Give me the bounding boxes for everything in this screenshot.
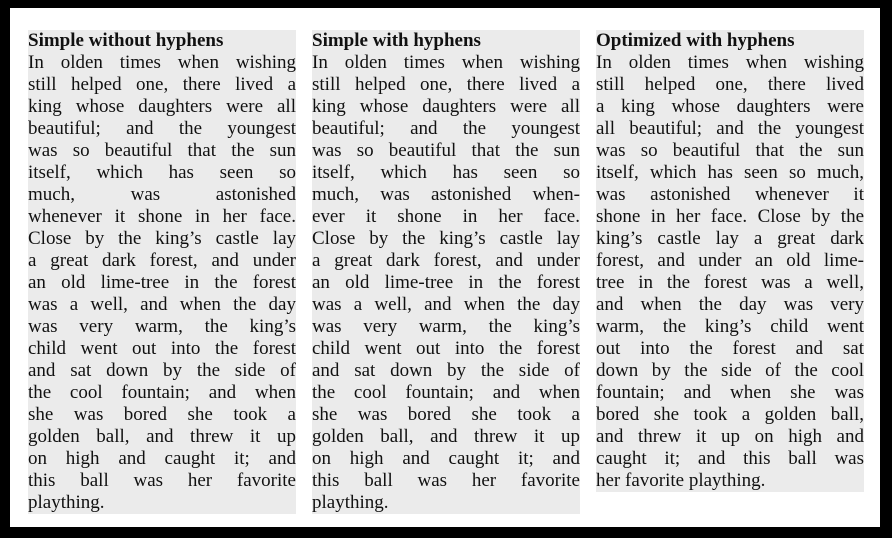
text-line: on high and caught it; and <box>312 448 580 469</box>
text-line: was so beautiful that the sun <box>28 140 296 161</box>
text-line: her favorite plaything. <box>596 470 766 491</box>
text-line: the cool fountain; and when <box>28 382 296 403</box>
text-line: all beautiful; and the youngest <box>596 118 864 139</box>
text-line: a great dark forest, and under <box>28 250 296 271</box>
text-line: was a well, and when the day <box>28 294 296 315</box>
text-line: king’s castle lay a great dark <box>596 228 864 249</box>
text-line: itself, which has seen so <box>312 162 580 183</box>
text-line: this ball was her favorite <box>312 470 580 491</box>
text-line: shone in her face. Close by the <box>596 206 864 227</box>
text-line: whenever it shone in her face. <box>28 206 296 227</box>
text-line: much, was astonished when- <box>312 184 580 205</box>
column-heading: Simple with hyphens <box>312 30 481 51</box>
text-line: caught it; and this ball was <box>596 448 864 469</box>
text-line: ever it shone in her face. <box>312 206 580 227</box>
text-line: fountain; and when she was <box>596 382 864 403</box>
text-line: on high and caught it; and <box>28 448 296 469</box>
text-line: and sat down by the side of <box>312 360 580 381</box>
column-paragraph <box>28 52 296 514</box>
text-line: In olden times when wishing <box>596 52 864 73</box>
text-line: was a well, and when the day <box>312 294 580 315</box>
text-line: In olden times when wishing <box>28 52 296 73</box>
columns-row <box>28 30 864 514</box>
text-line: was so beautiful that the sun <box>312 140 580 161</box>
text-line: beautiful; and the youngest <box>312 118 580 139</box>
text-line: forest, and under an old lime- <box>596 250 864 271</box>
text-line: a king whose daughters were <box>596 96 864 117</box>
text-line: golden ball, and threw it up <box>28 426 296 447</box>
text-line: much, was astonished <box>28 184 296 205</box>
text-line: down by the side of the cool <box>596 360 864 381</box>
column-simple-with-hyphens <box>312 30 580 514</box>
text-line: warm, the king’s child went <box>596 316 864 337</box>
text-line: child went out into the forest <box>28 338 296 359</box>
text-line: In olden times when wishing <box>312 52 580 73</box>
text-line: she was bored she took a <box>28 404 296 425</box>
text-line: was so beautiful that the sun <box>596 140 864 161</box>
text-line: she was bored she took a <box>312 404 580 425</box>
text-line: was astonished whenever it <box>596 184 864 205</box>
text-line: Close by the king’s castle lay <box>312 228 580 249</box>
text-line: Close by the king’s castle lay <box>28 228 296 249</box>
text-line: plaything. <box>28 492 105 513</box>
text-line: itself, which has seen so <box>28 162 296 183</box>
text-line: an old lime-tree in the forest <box>28 272 296 293</box>
text-line: still helped one, there lived a <box>28 74 296 95</box>
column-heading: Simple without hyphens <box>28 30 224 51</box>
text-line: still helped one, there lived <box>596 74 864 95</box>
text-line: a great dark forest, and under <box>312 250 580 271</box>
text-line: was very warm, the king’s <box>312 316 580 337</box>
column-paragraph <box>596 52 864 492</box>
text-line: this ball was her favorite <box>28 470 296 491</box>
text-line: out into the forest and sat <box>596 338 864 359</box>
text-line: the cool fountain; and when <box>312 382 580 403</box>
text-line: itself, which has seen so much, <box>596 162 864 183</box>
text-line: beautiful; and the youngest <box>28 118 296 139</box>
text-line: plaything. <box>312 492 389 513</box>
text-line: child went out into the forest <box>312 338 580 359</box>
text-line: and threw it up on high and <box>596 426 864 447</box>
column-paragraph <box>312 52 580 514</box>
text-line: still helped one, there lived a <box>312 74 580 95</box>
column-simple-without-hyphens <box>28 30 296 514</box>
document-page <box>10 8 880 527</box>
text-line: an old lime-tree in the forest <box>312 272 580 293</box>
text-line: tree in the forest was a well, <box>596 272 864 293</box>
column-optimized-with-hyphens <box>596 30 864 492</box>
text-line: was very warm, the king’s <box>28 316 296 337</box>
text-line: bored she took a golden ball, <box>596 404 864 425</box>
text-line: king whose daughters were all <box>28 96 296 117</box>
text-line: golden ball, and threw it up <box>312 426 580 447</box>
text-line: king whose daughters were all <box>312 96 580 117</box>
text-line: and sat down by the side of <box>28 360 296 381</box>
column-heading: Optimized with hyphens <box>596 30 795 51</box>
text-line: and when the day was very <box>596 294 864 315</box>
